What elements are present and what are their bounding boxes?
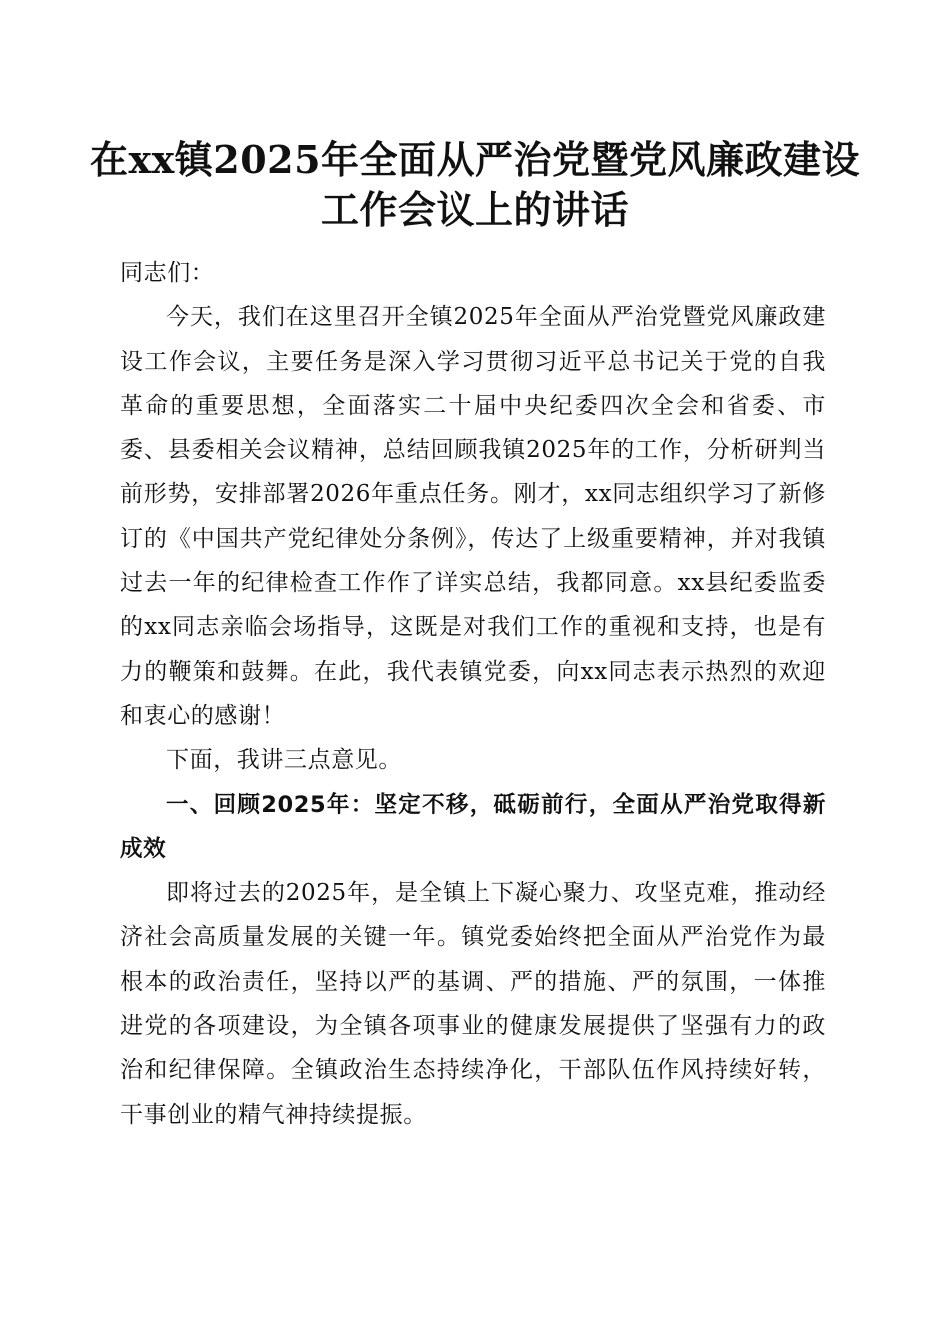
paragraph-opening: 今天，我们在这里召开全镇2025年全面从严治党暨党风廉政建设工作会议，主要任务是深入学习贯彻习近平总书记关于党的自我革命的重要思想，全面落实二十届中央纪委四次全会和省委、市委、县委相关会议精神，总结回顾我镇2025年的工作，分析研判当前形势，安排部署2026年重点任务。刚才，xx同志组织学习了新修订的《中国共产党纪律处分条例》，传达了上级重要精神，并对我镇过去一年的纪律检查工作作了详实总结，我都同意。xx县纪委监委的xx同志亲临会场指导，这既是对我们工作的重视和支持，也是有力的鞭策和鼓舞。在此，我代表镇党委，向xx同志表示热烈的欢迎和衷心的感谢！ [120, 304, 826, 729]
greeting: 同志们： [120, 260, 215, 286]
title-line-1: 在xx镇2025年全面从严治党暨党风廉政建设 [89, 137, 861, 182]
document-title [60, 135, 890, 235]
title-line-2: 工作会议上的讲话 [320, 187, 629, 232]
document-body [120, 251, 826, 1137]
section-1-paragraph: 即将过去的2025年，是全镇上下凝心聚力、攻坚克难，推动经济社会高质量发展的关键一年。镇党委始终把全面从严治党作为最根本的政治责任，坚持以严的基调、严的措施、严的氛围，一体推进党的各项建设，为全镇各项事业的健康发展提供了坚强有力的政治和纪律保障。全镇政治生态持续净化，干部队伍作风持续好转，干事创业的精气神持续提振。 [120, 880, 826, 1128]
section-1-heading: 一、回顾2025年：坚定不移，砥砺前行，全面从严治党取得新成效 [120, 791, 826, 862]
paragraph-outline: 下面，我讲三点意见。 [166, 747, 402, 774]
